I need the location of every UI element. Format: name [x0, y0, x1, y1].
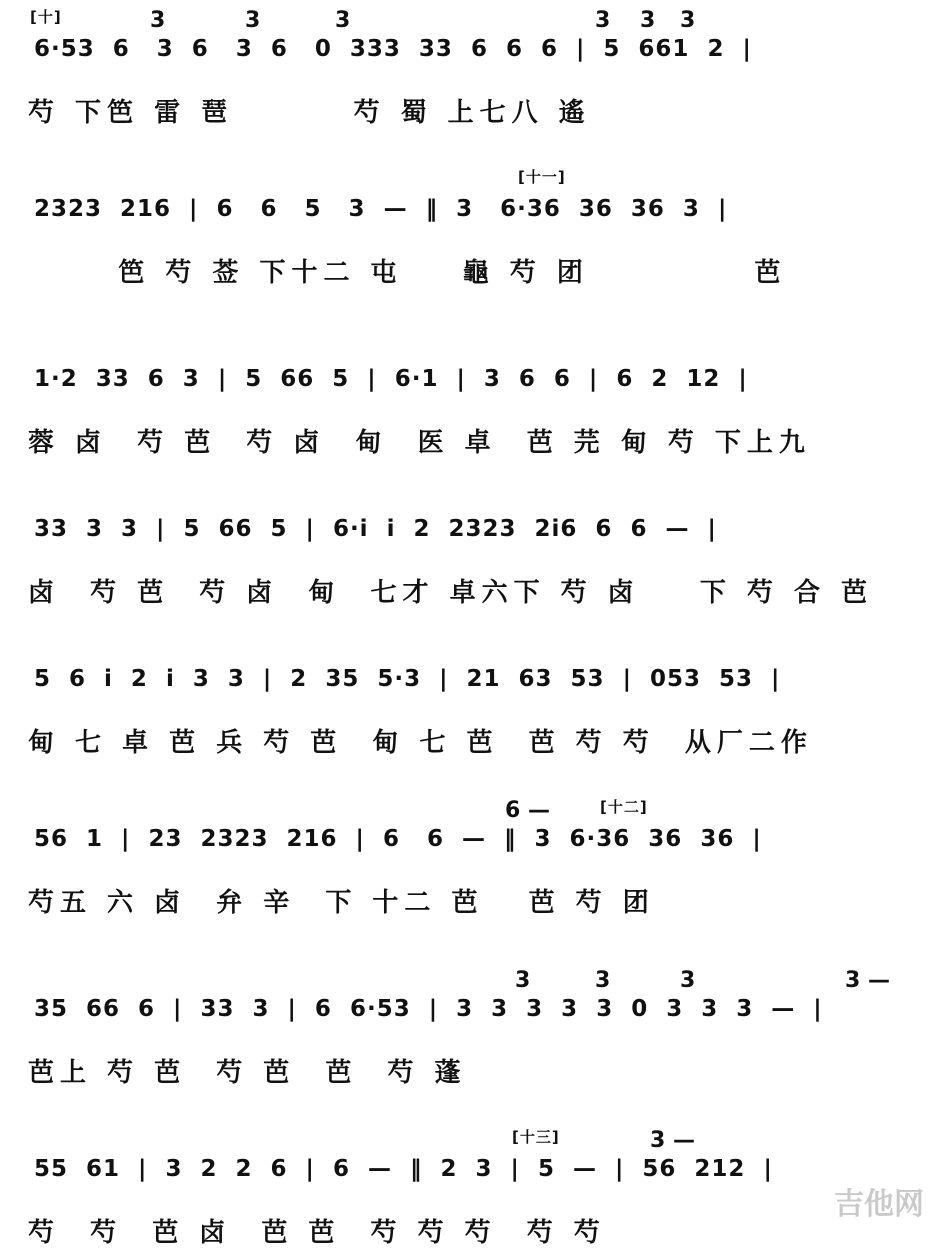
notes-text: 55 61 | 3 2 2 6 | 6 — ‖ 2 3 | 5 — | 56 212 |: [34, 1156, 773, 1182]
section-marker: [十三]: [512, 1128, 560, 1146]
score-system: [0, 960, 944, 1088]
score-system: [0, 480, 944, 608]
section-marker: [十二]: [600, 798, 648, 816]
jianpu-notes: [34, 196, 924, 236]
upper-note: 3: [595, 8, 611, 33]
notes-text: 33 3 3 | 5 66 5 | 6·i i 2 2323 2i6 6 6 — |: [34, 516, 717, 542]
upper-note: 3: [515, 968, 531, 993]
gongche-annotation: 芍五 六 卤 弁 辛 下 十二 芭 芭 芍 团: [28, 888, 655, 918]
upper-note: 6 —: [505, 798, 550, 823]
section-marker: [十一]: [518, 168, 566, 186]
gongche-annotation: 甸 七 卓 芭 兵 芍 芭 甸 七 芭 芭 芍 芍 从厂二作: [28, 728, 813, 758]
section-marker: [十]: [30, 8, 62, 26]
upper-note: 3: [595, 968, 611, 993]
upper-note: 3: [680, 968, 696, 993]
score-system: [0, 630, 944, 758]
gongche-annotation: 蓉 卤 芍 芭 芍 卤 甸 医 卓 芭 芫 甸 芍 下上九: [28, 428, 811, 458]
site-watermark: 吉他网: [834, 1187, 924, 1222]
jianpu-notes: [34, 826, 924, 866]
notes-text: 56 1 | 23 2323 216 | 6 6 — ‖ 3 6·36 36 36 |: [34, 826, 762, 852]
upper-note: 3: [245, 8, 261, 33]
score-system: [0, 1120, 944, 1248]
notes-text: 5 6 i 2 i 3 3 | 2 35 5·3 | 21 63 53 | 053 53 |: [34, 666, 781, 692]
gongche-annotation: 芍 芍 芭 卤 芭 芭 芍 芍 芍 芍 芍: [28, 1218, 606, 1248]
jianpu-notes: [34, 36, 924, 76]
notes-text: 6·53 6 3 6 3 6 0 333 33 6 6 6 | 5 661 2 |: [34, 36, 752, 62]
score-system: [0, 790, 944, 918]
gongche-annotation: 卤 芍 芭 芍 卤 甸 七才 卓六下 芍 卤 下 芍 合 芭: [28, 578, 874, 608]
score-system: [0, 330, 944, 458]
upper-note: 3 —: [650, 1128, 695, 1153]
notes-text: 35 66 6 | 33 3 | 6 6·53 | 3 3 3 3 3 0 3 3 3 — |: [34, 996, 823, 1022]
jianpu-notes: [34, 996, 924, 1036]
jianpu-notes: [34, 366, 924, 406]
notes-text: 2323 216 | 6 6 5 3 — ‖ 3 6·36 36 36 3 |: [34, 196, 728, 222]
notes-text: 1·2 33 6 3 | 5 66 5 | 6·1 | 3 6 6 | 6 2 12 |: [34, 366, 748, 392]
upper-note: 3: [150, 8, 166, 33]
score-system: [0, 0, 944, 128]
upper-note: 3: [680, 8, 696, 33]
upper-note: 3: [335, 8, 351, 33]
upper-note: 3 —: [845, 968, 890, 993]
jianpu-notes: [34, 516, 924, 556]
gongche-annotation: 芭上 芍 芭 芍 芭 芭 芍 蓬: [28, 1058, 467, 1088]
jianpu-notes: [34, 1156, 924, 1196]
score-system: [0, 160, 944, 288]
gongche-annotation: 笆 芍 莶 下十二 屯 龜 芍 团 芭: [28, 258, 787, 288]
gongche-annotation: 芍 下笆 雷 琶 芍 蜀 上七八 遙: [28, 98, 591, 128]
upper-note: 3: [640, 8, 656, 33]
jianpu-notes: [34, 666, 924, 706]
